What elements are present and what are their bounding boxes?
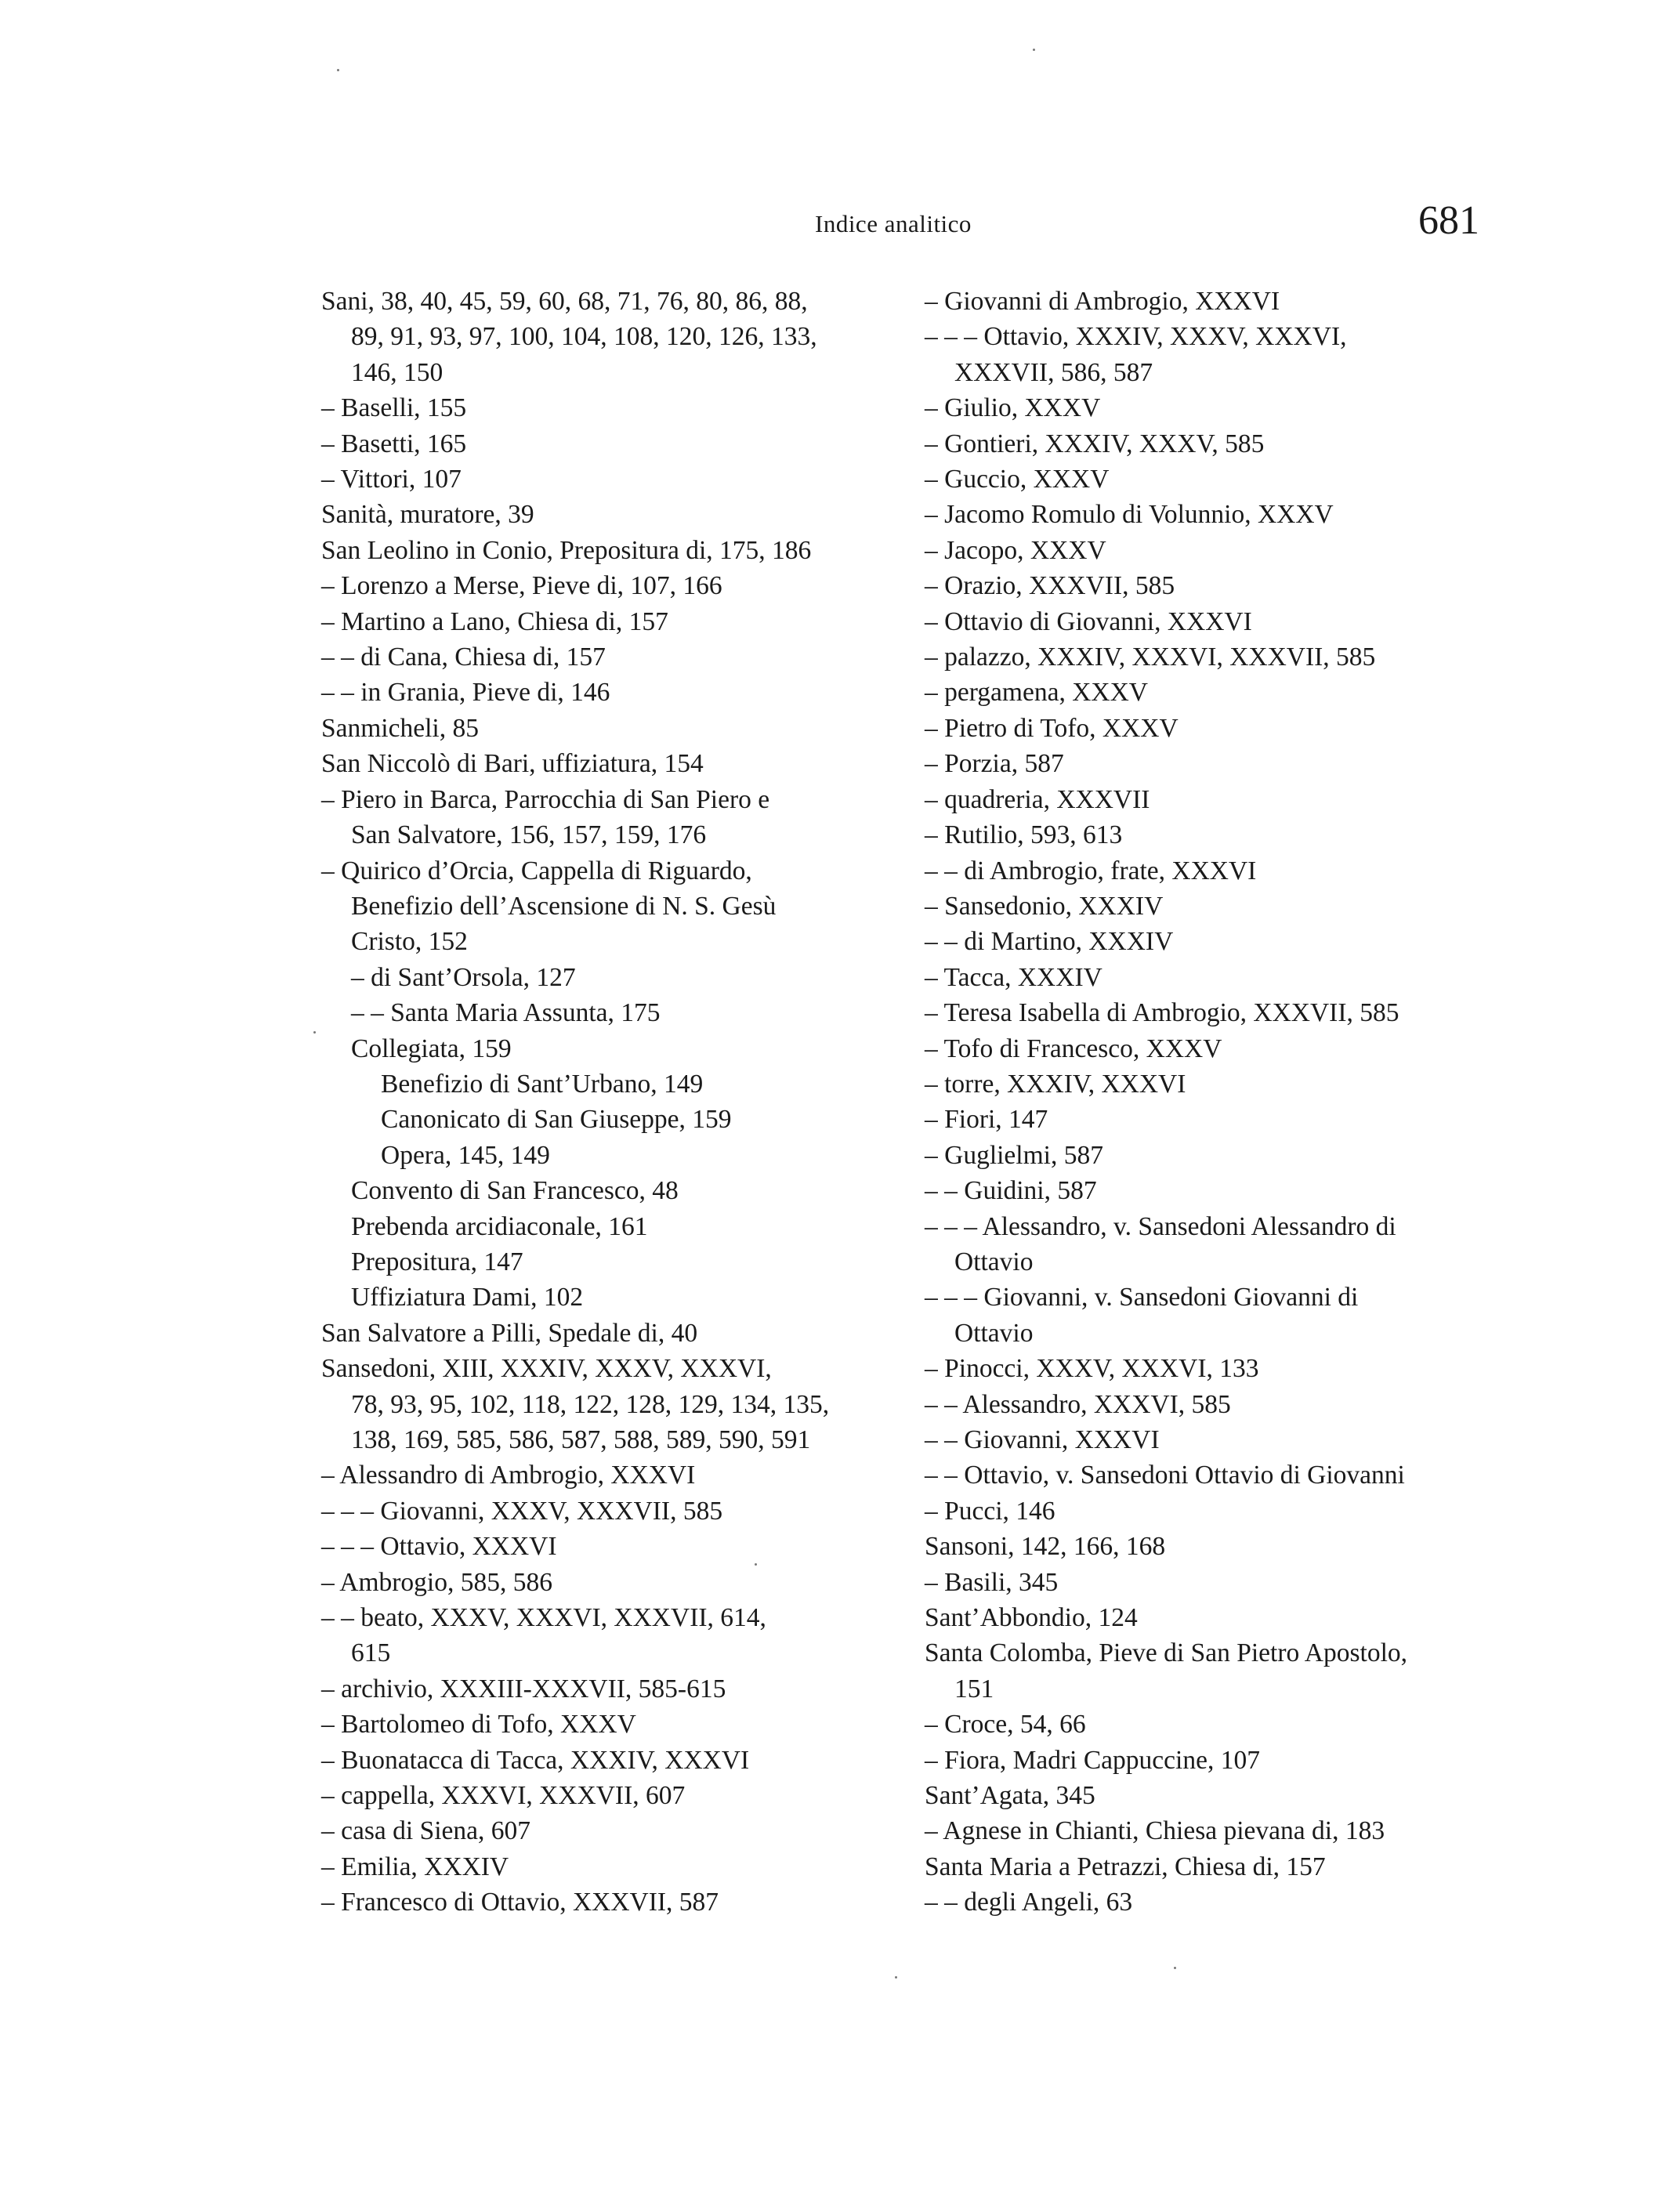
index-entry: – – di Cana, Chiesa di, 157 (321, 643, 606, 672)
index-entry: Sansedoni, XIII, XXXIV, XXXV, XXXVI, (321, 1354, 772, 1384)
index-entry: San Niccolò di Bari, uffiziatura, 154 (321, 749, 704, 779)
index-entry: – Croce, 54, 66 (925, 1710, 1086, 1740)
index-entry: – Jacomo Romulo di Volunnio, XXXV (925, 500, 1334, 530)
index-entry: Ottavio (954, 1318, 1034, 1348)
index-entry: Collegiata, 159 (351, 1034, 512, 1063)
index-entry: – – Guidini, 587 (925, 1176, 1097, 1206)
index-entry: Sant’Abbondio, 124 (925, 1603, 1138, 1633)
index-entry: – Guccio, XXXV (925, 465, 1110, 494)
scan-speck (895, 1976, 897, 1979)
index-entry: 78, 93, 95, 102, 118, 122, 128, 129, 134, 135, (351, 1389, 830, 1419)
index-entry: – – Giovanni, XXXVI (925, 1425, 1160, 1454)
index-entry: 151 (954, 1674, 994, 1703)
index-entry: – Vittori, 107 (321, 465, 462, 494)
index-entry: Sanità, muratore, 39 (321, 500, 534, 530)
index-entry: – Fiori, 147 (925, 1105, 1048, 1135)
index-entry: Prebenda arcidiaconale, 161 (351, 1211, 648, 1241)
index-entry: Santa Maria a Petrazzi, Chiesa di, 157 (925, 1852, 1326, 1881)
index-entry: Benefizio di Sant’Urbano, 149 (381, 1069, 704, 1099)
index-entry: – Emilia, XXXIV (321, 1852, 509, 1881)
index-entry: Santa Colomba, Pieve di San Pietro Apostolo, (925, 1638, 1408, 1668)
index-entry: – Jacopo, XXXV (925, 535, 1106, 565)
index-entry: – Guglielmi, 587 (925, 1140, 1103, 1170)
index-entry: – Fiora, Madri Cappuccine, 107 (925, 1745, 1260, 1775)
index-entry: – Teresa Isabella di Ambrogio, XXXVII, 585 (925, 998, 1399, 1028)
index-entry: – Giulio, XXXV (925, 393, 1101, 423)
index-entry: – Basetti, 165 (321, 429, 467, 458)
index-entry: – casa di Siena, 607 (321, 1816, 531, 1846)
index-entry: – Agnese in Chianti, Chiesa pievana di, 183 (925, 1816, 1385, 1846)
scan-speck (1033, 49, 1035, 51)
index-entry: – Martino a Lano, Chiesa di, 157 (321, 606, 668, 636)
index-entry: San Salvatore, 156, 157, 159, 176 (351, 820, 707, 850)
index-entry: – Rutilio, 593, 613 (925, 820, 1123, 850)
index-entry: – pergamena, XXXV (925, 678, 1148, 708)
index-entry: – – di Martino, XXXIV (925, 927, 1174, 957)
index-entry: 89, 91, 93, 97, 100, 104, 108, 120, 126, 133, (351, 322, 817, 352)
scan-speck (337, 69, 339, 71)
index-entry: Opera, 145, 149 (381, 1140, 550, 1170)
index-entry: – – in Grania, Pieve di, 146 (321, 678, 610, 708)
index-entry: – – – Alessandro, v. Sansedoni Alessandro di (925, 1211, 1396, 1241)
index-entry: – Pietro di Tofo, XXXV (925, 713, 1179, 743)
index-entry: – Tacca, XXXIV (925, 962, 1102, 992)
index-entry: – Basili, 345 (925, 1567, 1059, 1597)
index-entry: – Piero in Barca, Parrocchia di San Piero e (321, 784, 770, 814)
index-entry: – Gontieri, XXXIV, XXXV, 585 (925, 429, 1265, 458)
index-entry: XXXVII, 586, 587 (954, 357, 1153, 387)
index-entry: Canonicato di San Giuseppe, 159 (381, 1105, 732, 1135)
page-number: 681 (1418, 198, 1479, 243)
index-entry: San Leolino in Conio, Prepositura di, 175, 186 (321, 535, 812, 565)
index-entry: Benefizio dell’Ascensione di N. S. Gesù (351, 891, 777, 921)
index-entry: – – Ottavio, v. Sansedoni Ottavio di Giovanni (925, 1461, 1405, 1490)
running-title: Indice analitico (815, 210, 972, 237)
index-entry: Uffiziatura Dami, 102 (351, 1283, 584, 1312)
index-entry: – Quirico d’Orcia, Cappella di Riguardo, (321, 856, 752, 885)
index-entry: 138, 169, 585, 586, 587, 588, 589, 590, 591 (351, 1425, 811, 1454)
index-entry: – Baselli, 155 (321, 393, 467, 423)
index-entry: – Pucci, 146 (925, 1496, 1055, 1526)
index-entry: – Porzia, 587 (925, 749, 1064, 779)
index-entry: – Alessandro di Ambrogio, XXXVI (321, 1461, 696, 1490)
index-entry: – Sansedonio, XXXIV (925, 891, 1164, 921)
index-entry: Sani, 38, 40, 45, 59, 60, 68, 71, 76, 80, 86, 88, (321, 287, 808, 316)
index-entry: Cristo, 152 (351, 927, 468, 957)
index-entry: – – degli Angeli, 63 (925, 1888, 1133, 1917)
index-entry: – – Santa Maria Assunta, 175 (351, 998, 661, 1028)
index-column-left (321, 284, 893, 1921)
index-entry: – Lorenzo a Merse, Pieve di, 107, 166 (321, 571, 722, 601)
index-entry: – – – Giovanni, v. Sansedoni Giovanni di (925, 1283, 1359, 1312)
index-entry: – Tofo di Francesco, XXXV (925, 1034, 1222, 1063)
index-entry: – Ottavio di Giovanni, XXXVI (925, 606, 1252, 636)
index-entry: – Bartolomeo di Tofo, XXXV (321, 1710, 636, 1740)
index-entry: – Francesco di Ottavio, XXXVII, 587 (321, 1888, 719, 1917)
index-entry: Sant’Agata, 345 (925, 1781, 1095, 1811)
index-entry: – – – Giovanni, XXXV, XXXVII, 585 (321, 1496, 723, 1526)
index-entry: 615 (351, 1638, 391, 1668)
index-entry: San Salvatore a Pilli, Spedale di, 40 (321, 1318, 698, 1348)
index-entry: – quadreria, XXXVII (925, 784, 1150, 814)
scan-speck (313, 1031, 316, 1034)
index-entry: – – beato, XXXV, XXXVI, XXXVII, 614, (321, 1603, 766, 1633)
index-entry: 146, 150 (351, 357, 444, 387)
index-entry: – – di Ambrogio, frate, XXXVI (925, 856, 1257, 885)
index-entry: – torre, XXXIV, XXXVI (925, 1069, 1186, 1099)
index-entry: – – – Ottavio, XXXIV, XXXV, XXXVI, (925, 322, 1347, 352)
index-entry: Sanmicheli, 85 (321, 713, 479, 743)
index-column-right (925, 284, 1489, 1921)
index-entry: – Orazio, XXXVII, 585 (925, 571, 1175, 601)
index-entry: – archivio, XXXIII-XXXVII, 585-615 (321, 1674, 726, 1703)
index-entry: – Pinocci, XXXV, XXXVI, 133 (925, 1354, 1259, 1384)
index-entry: – cappella, XXXVI, XXXVII, 607 (321, 1781, 686, 1811)
index-entry: – di Sant’Orsola, 127 (351, 962, 576, 992)
index-entry: – – Alessandro, XXXVI, 585 (925, 1389, 1231, 1419)
scan-speck (755, 1563, 757, 1566)
index-entry: – Buonatacca di Tacca, XXXIV, XXXVI (321, 1745, 750, 1775)
index-entry: Convento di San Francesco, 48 (351, 1176, 679, 1206)
index-entry: – palazzo, XXXIV, XXXVI, XXXVII, 585 (925, 643, 1376, 672)
index-entry: – Ambrogio, 585, 586 (321, 1567, 552, 1597)
index-entry: Prepositura, 147 (351, 1247, 523, 1276)
index-entry: Sansoni, 142, 166, 168 (925, 1532, 1166, 1562)
index-entry: – – – Ottavio, XXXVI (321, 1532, 557, 1562)
index-entry: – Giovanni di Ambrogio, XXXVI (925, 287, 1280, 316)
scan-speck (1174, 1967, 1176, 1969)
index-entry: Ottavio (954, 1247, 1034, 1276)
